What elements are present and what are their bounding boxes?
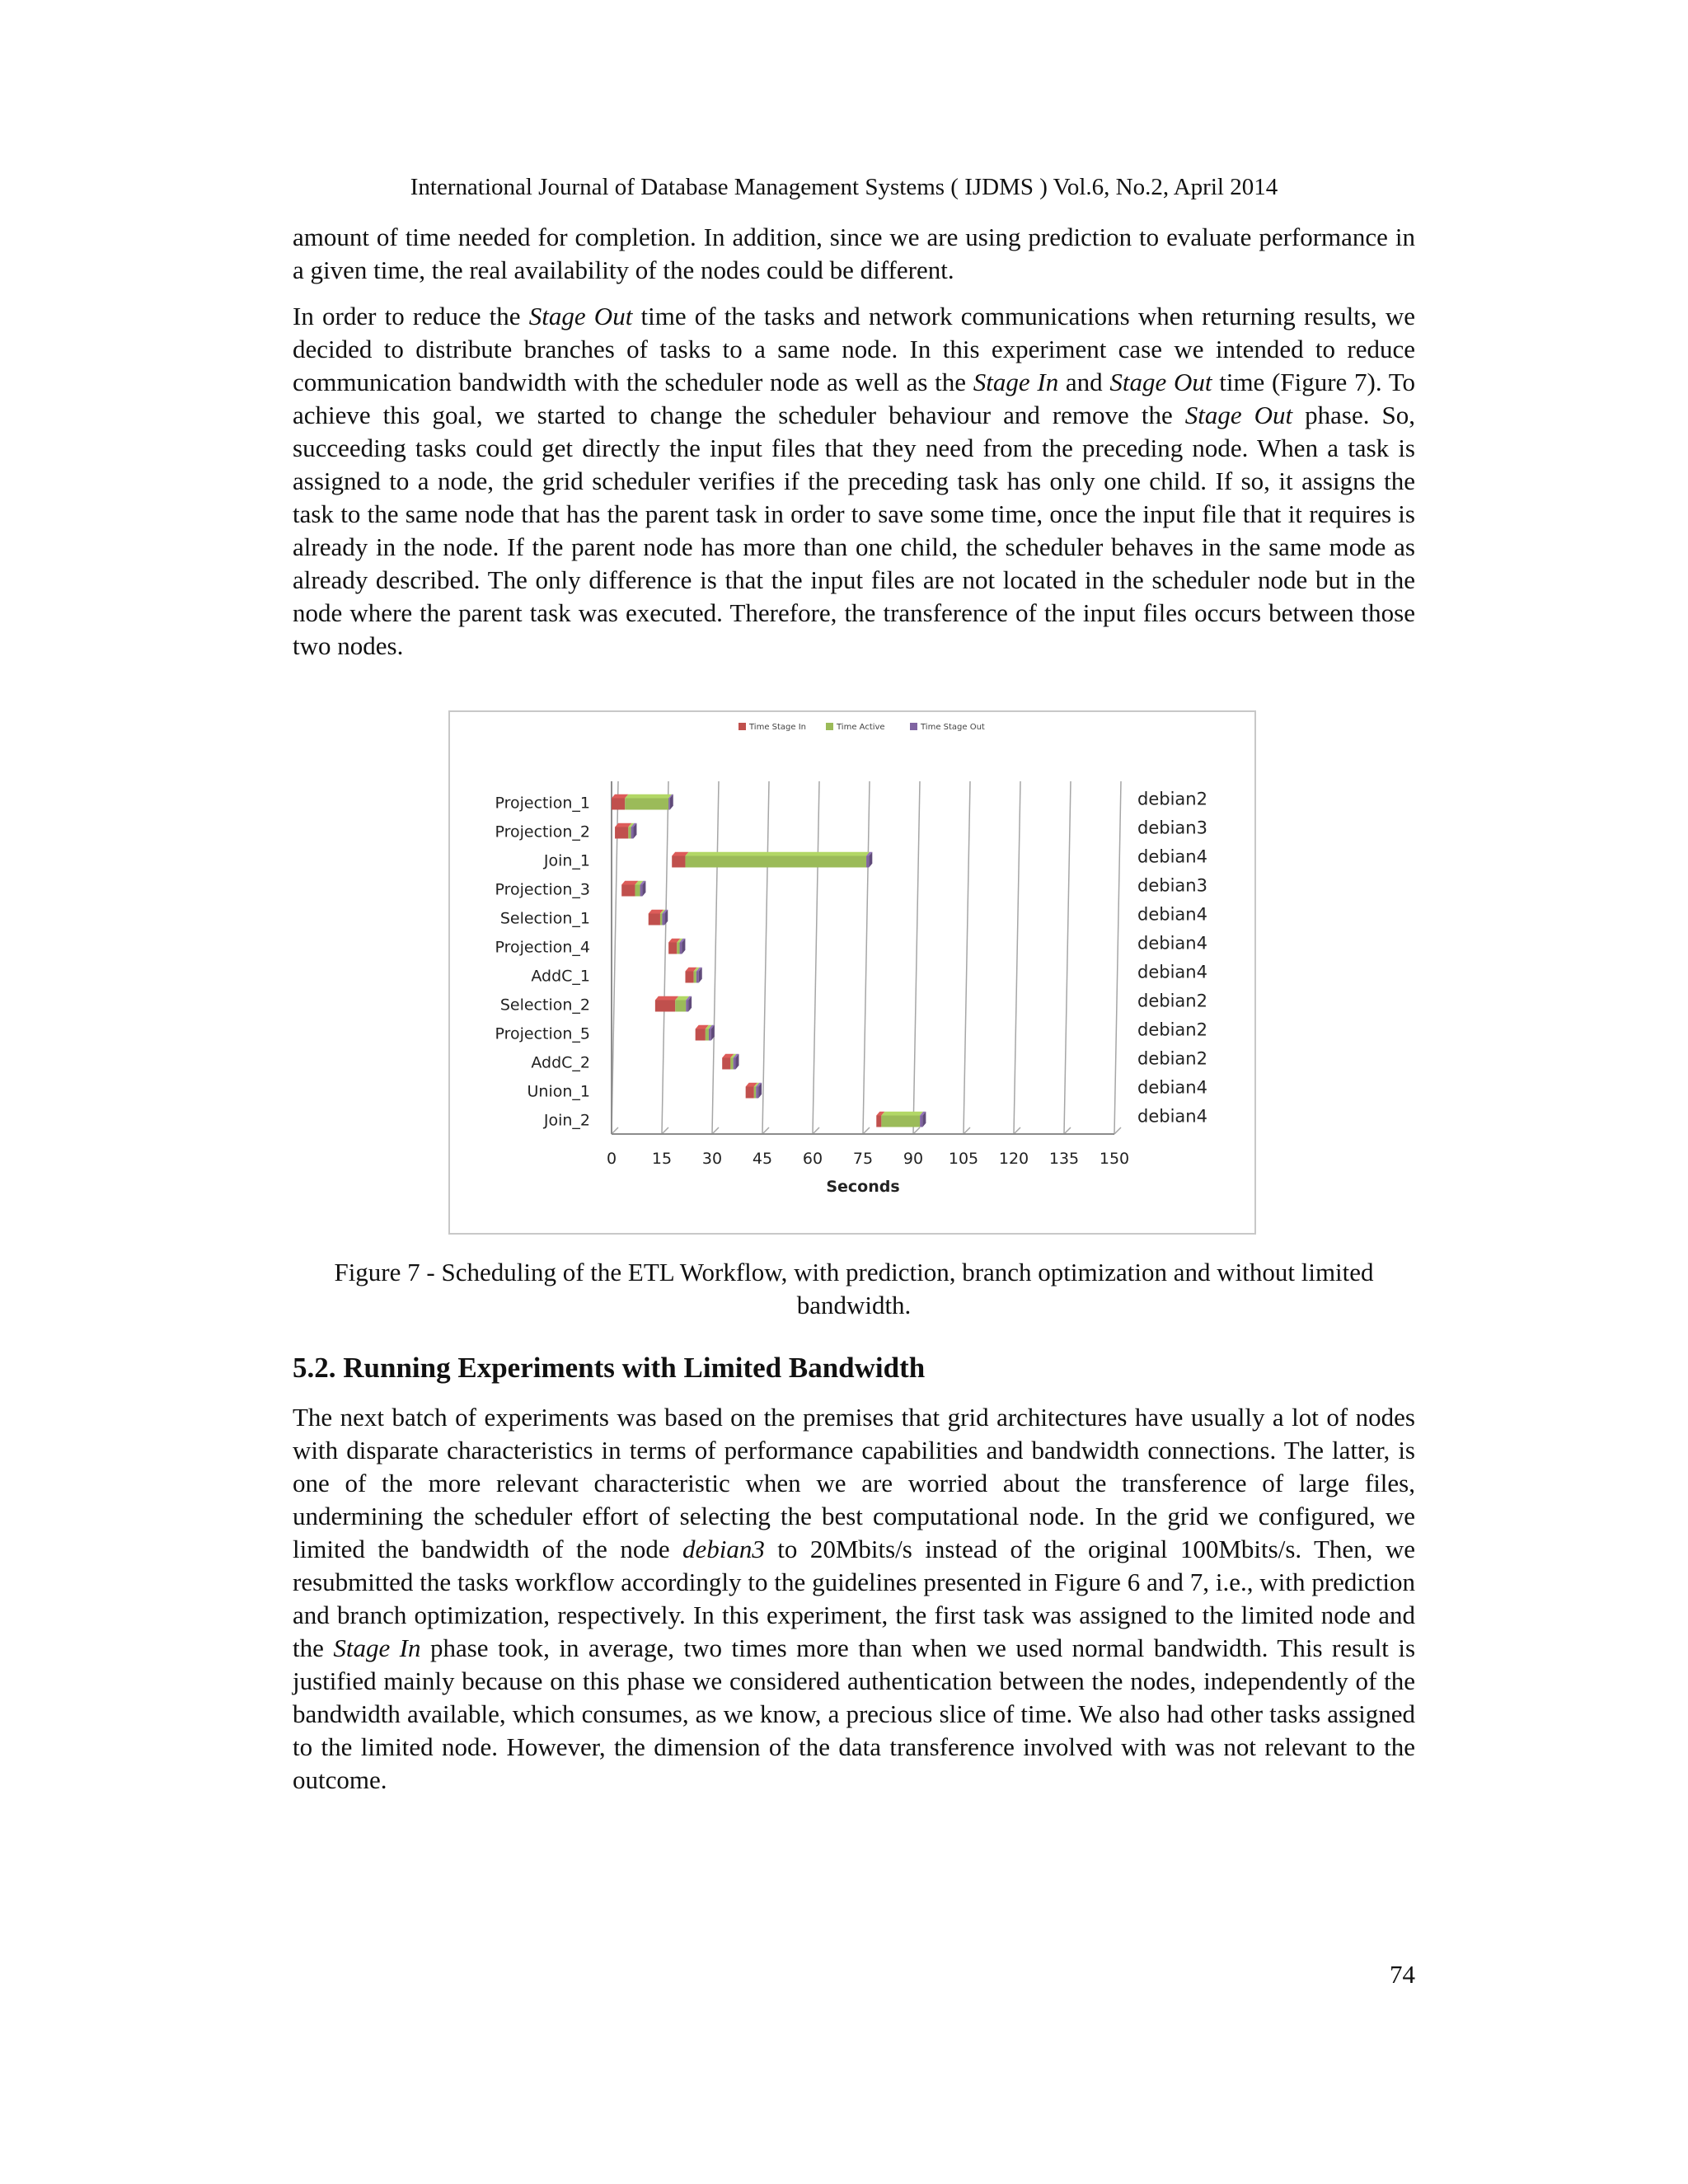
- gridline-floor: [964, 1127, 970, 1134]
- task-label: Projection_5: [495, 1024, 590, 1043]
- bar-segment-stage_in: [615, 827, 628, 839]
- bar-segment-active: [706, 1029, 709, 1041]
- bar-segment-active: [660, 914, 662, 926]
- bar-segment-stage_in: [746, 1087, 754, 1099]
- node-label: debian4: [1137, 962, 1207, 982]
- gridline: [964, 781, 970, 1134]
- bar-segment-active: [625, 799, 668, 810]
- bar-segment-stage_in: [649, 914, 660, 926]
- x-tick-label: 60: [802, 1150, 823, 1168]
- node-label: debian2: [1137, 1019, 1207, 1040]
- bar-top-active: [685, 852, 870, 856]
- gridline-floor: [762, 1127, 769, 1134]
- bar-segment-stage_in: [722, 1058, 730, 1070]
- paragraph-1: amount of time needed for completion. In addition, since we are using prediction to evaluate performance in a given time, the real availability of the nodes could be different.: [293, 223, 1415, 284]
- legend-label: Time Stage In: [749, 723, 807, 732]
- task-label: Join_2: [543, 1111, 590, 1130]
- bar-segment-stage_out: [866, 856, 869, 868]
- gridline: [762, 781, 769, 1134]
- gridline: [1014, 781, 1020, 1134]
- x-tick-label: 150: [1099, 1150, 1130, 1168]
- figure-caption: Figure 7 - Scheduling of the ETL Workflow, with prediction, branch optimization and without limited bandwidth.: [334, 1258, 1374, 1319]
- bar-segment-stage_in: [685, 972, 693, 983]
- x-tick-label: 135: [1048, 1150, 1080, 1168]
- bar-segment-stage_in: [696, 1029, 706, 1041]
- gridline-floor: [913, 1127, 920, 1134]
- x-tick-label: 0: [606, 1150, 617, 1168]
- figure-7: [448, 710, 1256, 1235]
- task-label: AddC_2: [531, 1053, 590, 1072]
- x-tick-label: 105: [948, 1150, 979, 1168]
- bar-segment-stage_in: [621, 885, 635, 897]
- x-tick-label: 120: [998, 1150, 1029, 1168]
- x-tick-label: 30: [701, 1150, 723, 1168]
- bar-segment-stage_in: [668, 943, 677, 954]
- bar-segment-stage_out: [696, 972, 699, 983]
- gridline-floor: [612, 1127, 618, 1134]
- paragraph-3-text: The next batch of experiments was based on the premises that grid architectures have usually a lot of nodes with disparate characteristics in terms of performance capabilities and bandwidth connections. The latter, is one of the more relevant characteristic when we are worried about the transference of large files, undermining the scheduler effort of selecting the best computational node. In the grid we configured, we limited the bandwidth of the node: [293, 1403, 1415, 1563]
- gantt-chart: [450, 712, 1254, 1233]
- bar-segment-stage_out: [640, 885, 643, 897]
- bar-segment-stage_in: [876, 1116, 881, 1127]
- paragraph-2-text: time (Figure 7). To achieve this goal, we started to change the scheduler behaviour and remove the: [293, 368, 1415, 429]
- bar-segment-stage_out: [734, 1058, 736, 1070]
- paragraph-2-term: Stage Out: [528, 302, 633, 330]
- paragraph-3: [293, 1401, 1415, 1797]
- x-tick-label: 15: [651, 1150, 673, 1168]
- node-label: debian2: [1137, 789, 1207, 809]
- bar-segment-stage_out: [662, 914, 664, 926]
- legend-swatch: [910, 723, 917, 730]
- bar-segment-stage_out: [686, 1001, 688, 1012]
- bar-top-stage_in: [655, 996, 678, 1001]
- bar-segment-stage_out: [709, 1029, 711, 1041]
- bar-segment-active: [635, 885, 640, 897]
- gridline-floor: [863, 1127, 870, 1134]
- paragraph-3-term: Stage In: [333, 1633, 421, 1662]
- gridline: [1064, 781, 1071, 1134]
- gridline: [1114, 781, 1121, 1134]
- node-label: debian4: [1137, 904, 1207, 925]
- bar-segment-stage_in: [672, 856, 685, 868]
- node-label: debian3: [1137, 875, 1207, 896]
- task-label: Projection_1: [495, 794, 590, 813]
- x-tick-label: 45: [752, 1150, 773, 1168]
- bar-segment-active: [730, 1058, 733, 1070]
- paragraph-2-text: and: [1058, 368, 1110, 396]
- bar-segment-stage_out: [668, 799, 670, 810]
- bar-segment-stage_in: [612, 799, 625, 810]
- node-label: debian4: [1137, 1077, 1207, 1098]
- paragraph-2-text: In order to reduce the: [293, 302, 529, 330]
- task-label: Projection_3: [495, 880, 590, 899]
- gridline-floor: [1064, 1127, 1071, 1134]
- bar-segment-stage_out: [631, 827, 634, 839]
- task-label: Join_1: [543, 851, 590, 870]
- gridline: [712, 781, 719, 1134]
- gridline-floor: [712, 1127, 719, 1134]
- node-label: debian4: [1137, 846, 1207, 867]
- bar-segment-active: [685, 856, 866, 868]
- bar-segment-stage_in: [655, 1001, 675, 1012]
- paragraph-3-text: phase took, in average, two times more than when we used normal bandwidth. This result is justified mainly because on this phase we considered authentication between the nodes, independently of the bandwidth available, which consumes, as we know, a precious slice of time. We also had other tasks assigned to the limited node. However, the dimension of the data transference involved with was not relevant to the outcome.: [293, 1633, 1416, 1794]
- node-label: debian3: [1137, 818, 1207, 838]
- task-label: Projection_2: [495, 823, 590, 841]
- legend-swatch: [826, 723, 833, 730]
- x-axis-title: Seconds: [826, 1178, 900, 1196]
- x-tick-label: 90: [903, 1150, 924, 1168]
- task-label: Projection_4: [495, 938, 590, 957]
- gridline: [813, 781, 819, 1134]
- paragraph-3-text: to 20Mbits/s instead of the original 100Mbits/s. Then, we resubmitted the tasks workflow accordingly to the guidelines presented in Figure 6 and 7, i.e., with prediction and branch optimization, respectively. In this experiment, the first task was assigned to the limited node and the: [293, 1535, 1415, 1662]
- paragraph-2-term: Stage In: [973, 368, 1059, 396]
- x-tick-label: 75: [852, 1150, 874, 1168]
- gridline-floor: [662, 1127, 668, 1134]
- paragraph-3-term: debian3: [682, 1535, 765, 1563]
- bar-segment-active: [754, 1087, 756, 1099]
- paragraph-2-text: phase. So, succeeding tasks could get directly the input files that they need from the preceding node. When a task is assigned to a node, the grid scheduler verifies if the preceding task has only one child. If so, it assigns the task to the same node that has the parent task in order to save some time, once the input file that it requires is already in the node. If the parent node has more than one child, the scheduler behaves in the same mode as already described. The only difference is that the input files are not located in the scheduler node but in the node where the parent task was executed. Therefore, the transference of the input files occurs between those two nodes.: [293, 401, 1416, 660]
- bar-segment-stage_out: [756, 1087, 758, 1099]
- node-label: debian2: [1137, 1048, 1207, 1069]
- task-label: AddC_1: [531, 967, 590, 986]
- node-label: debian4: [1137, 1106, 1207, 1127]
- bar-segment-active: [628, 827, 631, 839]
- page-number: 74: [1390, 1960, 1415, 1989]
- paragraph-2-term: Stage Out: [1184, 401, 1293, 429]
- gridline: [863, 781, 870, 1134]
- legend-label: Time Active: [837, 723, 885, 732]
- legend-label: Time Stage Out: [921, 723, 985, 732]
- bar-top-active: [881, 1112, 923, 1116]
- legend-swatch: [738, 723, 746, 730]
- paragraph-2-text: time of the tasks and network communications when returning results, we decided to distribute branches of tasks to a same node. In this experiment case we intended to reduce communication bandwidth with the scheduler node as well as the: [293, 302, 1415, 396]
- task-label: Selection_2: [499, 996, 590, 1015]
- task-label: Union_1: [527, 1082, 590, 1101]
- bar-segment-active: [675, 1001, 686, 1012]
- bar-segment-active: [677, 943, 679, 954]
- paragraph-2-term: Stage Out: [1109, 368, 1212, 396]
- bar-segment-stage_out: [680, 943, 682, 954]
- paragraph-2: [293, 300, 1415, 663]
- bar-segment-stage_out: [920, 1116, 922, 1127]
- task-label: Selection_1: [499, 909, 590, 928]
- node-label: debian4: [1137, 933, 1207, 954]
- journal-header: International Journal of Database Management Systems ( IJDMS ) Vol.6, No.2, April 2014: [410, 174, 1278, 200]
- node-label: debian2: [1137, 991, 1207, 1011]
- bar-segment-active: [881, 1116, 920, 1127]
- gridline: [662, 781, 668, 1134]
- section-heading: 5.2. Running Experiments with Limited Bandwidth: [293, 1352, 926, 1384]
- bar-segment-active: [694, 972, 696, 983]
- gridline-floor: [1114, 1127, 1121, 1134]
- bar-top-active: [625, 794, 672, 799]
- gridline: [913, 781, 920, 1134]
- gridline-floor: [1014, 1127, 1020, 1134]
- gridline-floor: [813, 1127, 819, 1134]
